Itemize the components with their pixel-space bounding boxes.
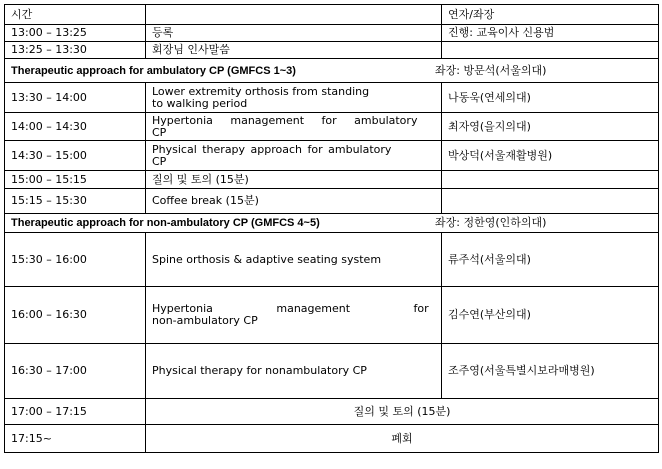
header-topic xyxy=(146,5,442,25)
header-row xyxy=(5,5,659,25)
topic-cell: 회장님 인사말씀 xyxy=(146,42,442,59)
time-cell: 15:30 – 16:00 xyxy=(5,233,146,287)
topic-line-1: Lower extremity orthosis from standing xyxy=(152,84,370,98)
topic-cell: Physical therapy for nonambulatory CP xyxy=(146,344,442,399)
time-cell: 17:00 – 17:15 xyxy=(5,399,146,425)
time-cell: 13:30 – 14:00 xyxy=(5,83,146,113)
topic-line-1: Hypertonia management for xyxy=(152,302,429,315)
table-row xyxy=(5,141,659,171)
table-row xyxy=(5,233,659,287)
time-cell: 13:00 – 13:25 xyxy=(5,25,146,42)
speaker-cell: 조주영(서울특별시보라매병원) xyxy=(442,344,659,399)
speaker-cell: 김수연(부산의대) xyxy=(442,287,659,344)
topic-cell xyxy=(146,287,442,344)
time-cell: 16:00 – 16:30 xyxy=(5,287,146,344)
time-cell: 13:25 – 13:30 xyxy=(5,42,146,59)
speaker-cell xyxy=(442,42,659,59)
speaker-cell xyxy=(442,189,659,214)
section-header-row xyxy=(5,214,659,233)
topic-line-2: CP xyxy=(152,154,167,168)
topic-cell: 질의 및 토의 (15분) xyxy=(146,171,442,189)
topic-cell xyxy=(146,141,442,171)
topic-cell: 질의 및 토의 (15분) xyxy=(146,399,659,425)
section-title: Therapeutic approach for non-ambulatory CP (GMFCS 4~5) xyxy=(11,217,320,229)
topic-line-1: Hypertonia management for ambulatory xyxy=(152,113,418,127)
topic-cell: 폐회 xyxy=(146,425,659,453)
table-row xyxy=(5,344,659,399)
time-cell: 14:00 – 14:30 xyxy=(5,113,146,141)
topic-cell: Coffee break (15분) xyxy=(146,189,442,214)
section-chair: 좌장: 방문석(서울의대) xyxy=(435,63,547,77)
table-row xyxy=(5,83,659,113)
section-chair: 좌장: 정한영(인하의대) xyxy=(435,216,547,229)
topic-cell: 등록 xyxy=(146,25,442,42)
topic-line xyxy=(152,86,435,98)
schedule-table xyxy=(4,4,659,453)
time-cell: 16:30 – 17:00 xyxy=(5,344,146,399)
time-cell: 15:15 – 15:30 xyxy=(5,189,146,214)
topic-cell xyxy=(146,83,442,113)
table-row xyxy=(5,425,659,453)
table-row xyxy=(5,189,659,214)
table-row xyxy=(5,171,659,189)
topic-cell: Spine orthosis & adaptive seating system xyxy=(146,233,442,287)
header-time: 시간 xyxy=(5,5,146,25)
header-speaker: 연자/좌장 xyxy=(442,5,659,25)
speaker-cell: 나동욱(연세의대) xyxy=(442,83,659,113)
section-header-row xyxy=(5,59,659,83)
topic-line-2: to walking period xyxy=(152,96,248,110)
speaker-cell: 류주석(서울의대) xyxy=(442,233,659,287)
table-row xyxy=(5,113,659,141)
section-title: Therapeutic approach for ambulatory CP (GMFCS 1~3) xyxy=(11,64,296,77)
topic-line-1: Physical therapy approach for ambulatory xyxy=(152,142,392,156)
speaker-cell: 최자영(을지의대) xyxy=(442,113,659,141)
time-cell: 15:00 – 15:15 xyxy=(5,171,146,189)
table-row xyxy=(5,25,659,42)
table-row xyxy=(5,42,659,59)
speaker-cell: 박상덕(서울재활병원) xyxy=(442,141,659,171)
table-row xyxy=(5,399,659,425)
time-cell: 17:15~ xyxy=(5,425,146,453)
time-cell: 14:30 – 15:00 xyxy=(5,141,146,171)
topic-cell xyxy=(146,113,442,141)
speaker-cell xyxy=(442,171,659,189)
topic-line-2: non-ambulatory CP xyxy=(152,314,258,327)
topic-line-2: CP xyxy=(152,125,167,139)
speaker-cell: 진행: 교육이사 신용범 xyxy=(442,25,659,42)
table-row xyxy=(5,287,659,344)
